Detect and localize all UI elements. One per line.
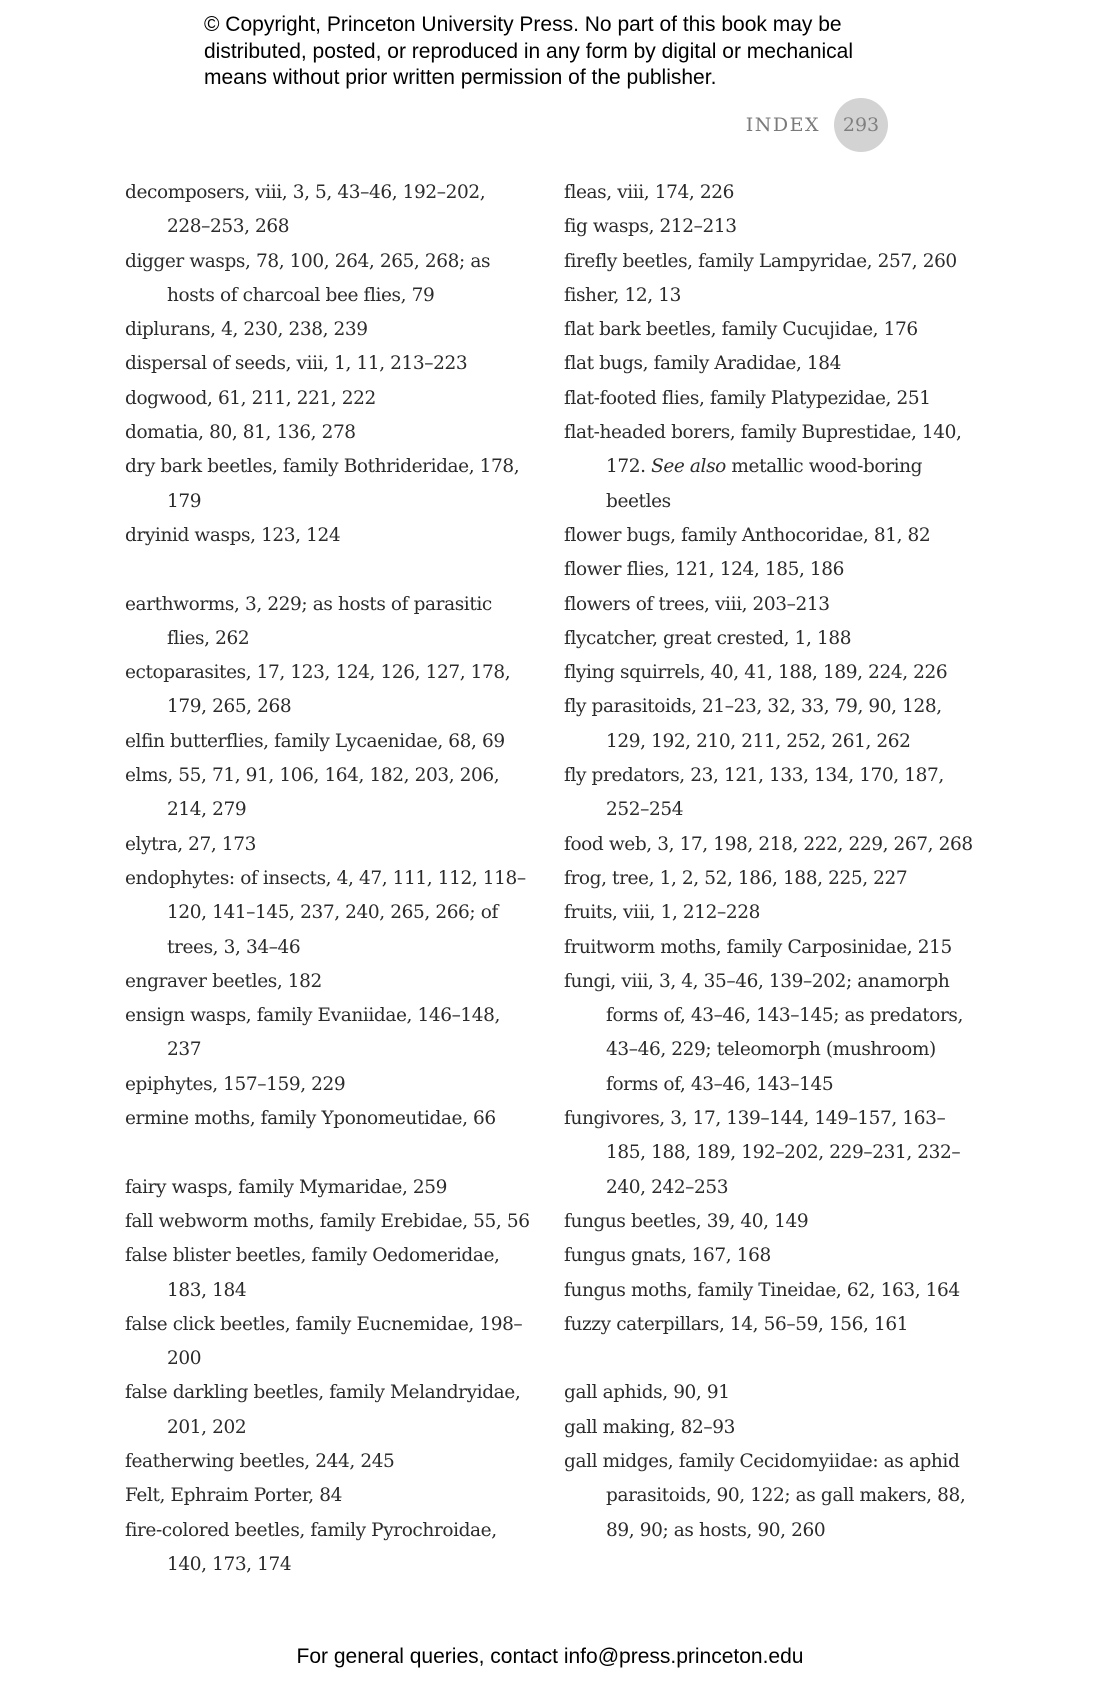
index-entry: fall webworm moths, family Erebidae, 55, 56 <box>125 1210 530 1232</box>
letter-group-gap <box>125 553 530 587</box>
index-column-left <box>125 176 530 1582</box>
index-entry: fungus moths, family Tineidae, 62, 163, 164 <box>564 1279 960 1301</box>
index-entry: flat bark beetles, family Cucujidae, 176 <box>564 319 918 341</box>
index-entry: featherwing beetles, 244, 245 <box>125 1450 395 1472</box>
copyright-line: © Copyright, Princeton University Press. No part of this book may be <box>204 13 842 36</box>
index-entry: false blister beetles, family Oedomeridae, 183, 184 <box>125 1245 500 1301</box>
index-entry: flying squirrels, 40, 41, 188, 189, 224, 226 <box>564 662 948 684</box>
index-entry: fig wasps, 212–213 <box>564 216 737 238</box>
section-label: INDEX <box>745 114 820 136</box>
index-column-right <box>564 176 974 1548</box>
index-entry: fungivores, 3, 17, 139–144, 149–157, 163–185, 188, 189, 192–202, 229–231, 232–240, 242–253 <box>564 1108 961 1198</box>
index-entry: endophytes: of insects, 4, 47, 111, 112, 118–120, 141–145, 237, 240, 265, 266; of trees, 3, 34–46 <box>125 867 526 958</box>
index-entry: false click beetles, family Eucnemidae, 198–200 <box>125 1313 523 1370</box>
copyright-line: means without prior written permission of the publisher. <box>204 66 717 89</box>
index-entry: elfin butterflies, family Lycaenidae, 68, 69 <box>125 730 505 752</box>
page-number-badge: 293 <box>834 98 888 152</box>
index-entry: digger wasps, 78, 100, 264, 265, 268; as hosts of charcoal bee flies, 79 <box>125 250 491 306</box>
index-entry: fire-colored beetles, family Pyrochroidae, 140, 173, 174 <box>125 1519 497 1575</box>
index-entry: frog, tree, 1, 2, 52, 186, 188, 225, 227 <box>564 867 908 889</box>
index-entry: fairy wasps, family Mymaridae, 259 <box>125 1176 448 1198</box>
index-entry: fuzzy caterpillars, 14, 56–59, 156, 161 <box>564 1313 909 1335</box>
entry-text: flat-headed borers, family Buprestidae, 140, 172. <box>564 422 962 478</box>
index-entry: flat-footed flies, family Platypezidae, 251 <box>564 387 931 409</box>
index-entry: earthworms, 3, 229; as hosts of parasitic flies, 262 <box>125 593 492 649</box>
index-entry: dogwood, 61, 211, 221, 222 <box>125 387 376 409</box>
index-entry: epiphytes, 157–159, 229 <box>125 1073 346 1095</box>
index-entry: false darkling beetles, family Melandryidae, 201, 202 <box>125 1382 521 1438</box>
letter-group-gap <box>564 1342 974 1376</box>
index-entry: elms, 55, 71, 91, 106, 164, 182, 203, 206, 214, 279 <box>125 765 500 821</box>
index-entry: dispersal of seeds, viii, 1, 11, 213–223 <box>125 353 468 375</box>
see-also-reference: See also <box>651 456 726 478</box>
index-entry: engraver beetles, 182 <box>125 970 322 992</box>
letter-group-gap <box>125 1136 530 1170</box>
index-entry: firefly beetles, family Lampyridae, 257, 260 <box>564 250 957 272</box>
index-entry: flower flies, 121, 124, 185, 186 <box>564 559 845 581</box>
index-entry: fisher, 12, 13 <box>564 284 681 306</box>
index-entry: elytra, 27, 173 <box>125 833 256 855</box>
index-entry: ectoparasites, 17, 123, 124, 126, 127, 178, 179, 265, 268 <box>125 662 511 718</box>
footer-contact: For general queries, contact info@press.princeton.edu <box>296 1645 804 1668</box>
index-entry: flower bugs, family Anthocoridae, 81, 82 <box>564 524 931 546</box>
index-entry: fleas, viii, 174, 226 <box>564 182 734 203</box>
index-entry: flycatcher, great crested, 1, 188 <box>564 627 852 649</box>
index-entry: ermine moths, family Yponomeutidae, 66 <box>125 1108 496 1130</box>
index-entry: fly predators, 23, 121, 133, 134, 170, 187, 252–254 <box>564 765 944 821</box>
index-entry: flowers of trees, viii, 203–213 <box>564 593 830 615</box>
index-entry: Felt, Ephraim Porter, 84 <box>125 1485 342 1507</box>
index-entry: gall midges, family Cecidomyiidae: as aphid parasitoids, 90, 122; as gall makers, 88, 89, 90; as hosts, 90, 260 <box>564 1450 966 1541</box>
index-entry: diplurans, 4, 230, 238, 239 <box>125 319 368 341</box>
entry-text: metallic wood-boring beetles <box>606 456 923 512</box>
index-entry: gall making, 82–93 <box>564 1416 735 1438</box>
index-entry: fruits, viii, 1, 212–228 <box>564 902 760 924</box>
copyright-notice <box>204 12 984 92</box>
index-entry: decomposers, viii, 3, 5, 43–46, 192–202, 228–253, 268 <box>125 182 486 238</box>
running-head <box>746 98 888 152</box>
index-entry: domatia, 80, 81, 136, 278 <box>125 422 356 444</box>
index-entry: fungus gnats, 167, 168 <box>564 1245 771 1267</box>
index-entry: flat bugs, family Aradidae, 184 <box>564 353 842 375</box>
index-entry: dry bark beetles, family Bothrideridae, 178, 179 <box>125 456 520 512</box>
index-entry: fly parasitoids, 21–23, 32, 33, 79, 90, 128, 129, 192, 210, 211, 252, 261, 262 <box>564 696 942 752</box>
index-entry: gall aphids, 90, 91 <box>564 1382 730 1404</box>
index-entry: ensign wasps, family Evaniidae, 146–148, 237 <box>125 1005 501 1061</box>
index-entry: dryinid wasps, 123, 124 <box>125 524 341 546</box>
index-entry: food web, 3, 17, 198, 218, 222, 229, 267, 268 <box>564 833 973 855</box>
index-entry-see-also <box>564 416 974 519</box>
copyright-line: distributed, posted, or reproduced in any form by digital or mechanical <box>204 39 854 63</box>
index-entry: fungi, viii, 3, 4, 35–46, 139–202; anamorph forms of, 43–46, 143–145; as predators, 43–46, 229; teleomorph (mushroom) forms of, 43–46, 143–145 <box>564 970 964 1095</box>
index-entry: fruitworm moths, family Carposinidae, 215 <box>564 936 952 958</box>
index-entry: fungus beetles, 39, 40, 149 <box>564 1210 809 1232</box>
